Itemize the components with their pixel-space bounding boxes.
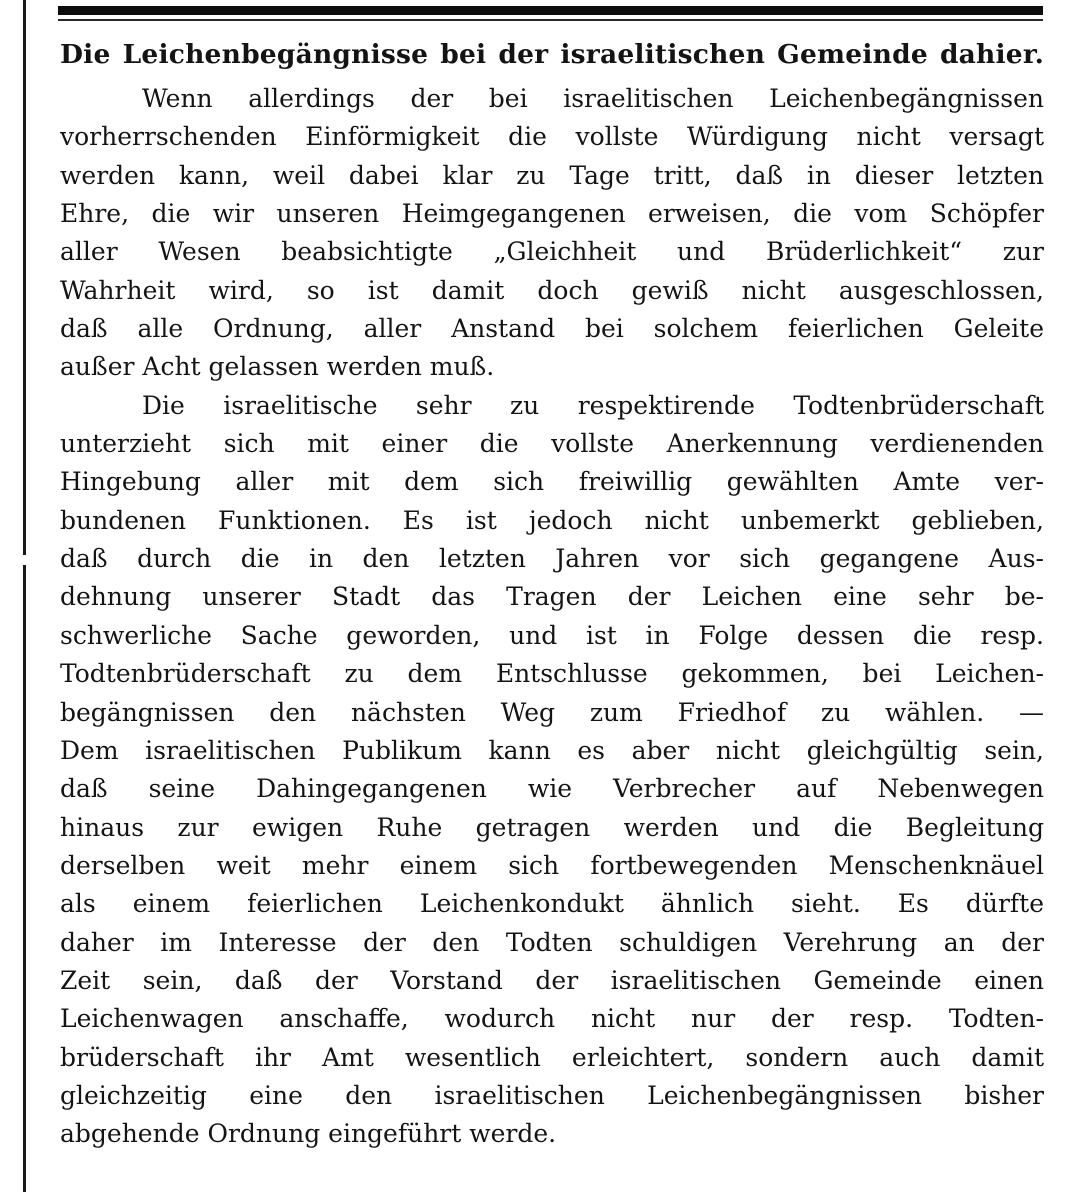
text-line: Wahrheit wird, so ist damit doch gewiß nicht ausgeschlossen, xyxy=(60,275,1044,305)
text-line: Leichenwagen anschaffe, wodurch nicht nur der resp. Todten- xyxy=(60,1004,1044,1034)
text-line: bundenen Funktionen. Es ist jedoch nicht unbemerkt geblieben, xyxy=(60,505,1044,535)
text-line: vorherrschenden Einförmigkeit die vollste Würdigung nicht versagt xyxy=(60,122,1044,152)
text-line: werden kann, weil dabei klar zu Tage tritt, daß in dieser letzten xyxy=(60,160,1044,190)
text-line: außer Acht gelassen werden muß. xyxy=(60,352,495,382)
paragraph-1 xyxy=(60,80,1044,387)
text-line: Die israelitische sehr zu respektirende Todtenbrüderschaft xyxy=(142,390,1044,420)
text-line: gleichzeitig eine den israelitischen Leichenbegängnissen bisher xyxy=(60,1080,1044,1110)
paragraph-2 xyxy=(60,387,1044,1154)
column-rule-lower xyxy=(23,565,26,1192)
text-line: daher im Interesse der den Todten schuldigen Verehrung an der xyxy=(60,927,1044,957)
text-line: dehnung unserer Stadt das Tragen der Leichen eine sehr be- xyxy=(60,582,1044,612)
column-rule-upper xyxy=(23,0,26,555)
text-line: Hingebung aller mit dem sich freiwillig gewählten Amte ver- xyxy=(60,467,1044,497)
text-line: aller Wesen beabsichtigte „Gleichheit und Brüderlichkeit“ zur xyxy=(60,237,1044,267)
text-line: abgehende Ordnung eingeführt werde. xyxy=(60,1119,557,1149)
text-line: daß durch die in den letzten Jahren vor sich gegangene Aus- xyxy=(60,544,1044,574)
text-line: unterzieht sich mit einer die vollste Anerkennung verdienenden xyxy=(60,429,1044,459)
text-line: Ehre, die wir unseren Heimgegangenen erweisen, die vom Schöpfer xyxy=(60,199,1044,229)
text-line: begängnissen den nächsten Weg zum Friedhof zu wählen. — xyxy=(60,697,1044,727)
text-line: Wenn allerdings der bei israelitischen Leichenbegängnissen xyxy=(142,84,1044,113)
text-line: schwerliche Sache geworden, und ist in Folge dessen die resp. xyxy=(60,620,1044,650)
text-line: Zeit sein, daß der Vorstand der israelitischen Gemeinde einen xyxy=(60,965,1044,995)
text-line: derselben weit mehr einem sich fortbewegenden Menschenknäuel xyxy=(60,850,1044,880)
text-line: als einem feierlichen Leichenkondukt ähnlich sieht. Es dürfte xyxy=(60,889,1044,919)
text-line: Dem israelitischen Publikum kann es aber nicht gleichgültig sein, xyxy=(60,735,1044,765)
top-thin-rule xyxy=(58,19,1043,21)
text-line: hinaus zur ewigen Ruhe getragen werden und die Begleitung xyxy=(60,812,1044,842)
text-line: brüderschaft ihr Amt wesentlich erleichtert, sondern auch damit xyxy=(60,1042,1044,1072)
text-line: daß seine Dahingegangenen wie Verbrecher auf Nebenwegen xyxy=(60,774,1044,804)
text-line: Todtenbrüderschaft zu dem Entschlusse gekommen, bei Leichen- xyxy=(60,659,1044,689)
article-headline: Die Leichenbegängnisse bei der israelitischen Gemeinde dahier. xyxy=(60,39,1044,70)
top-thick-rule xyxy=(58,6,1043,15)
newspaper-article xyxy=(60,30,1044,1154)
text-line: daß alle Ordnung, aller Anstand bei solchem feierlichen Geleite xyxy=(60,314,1044,344)
